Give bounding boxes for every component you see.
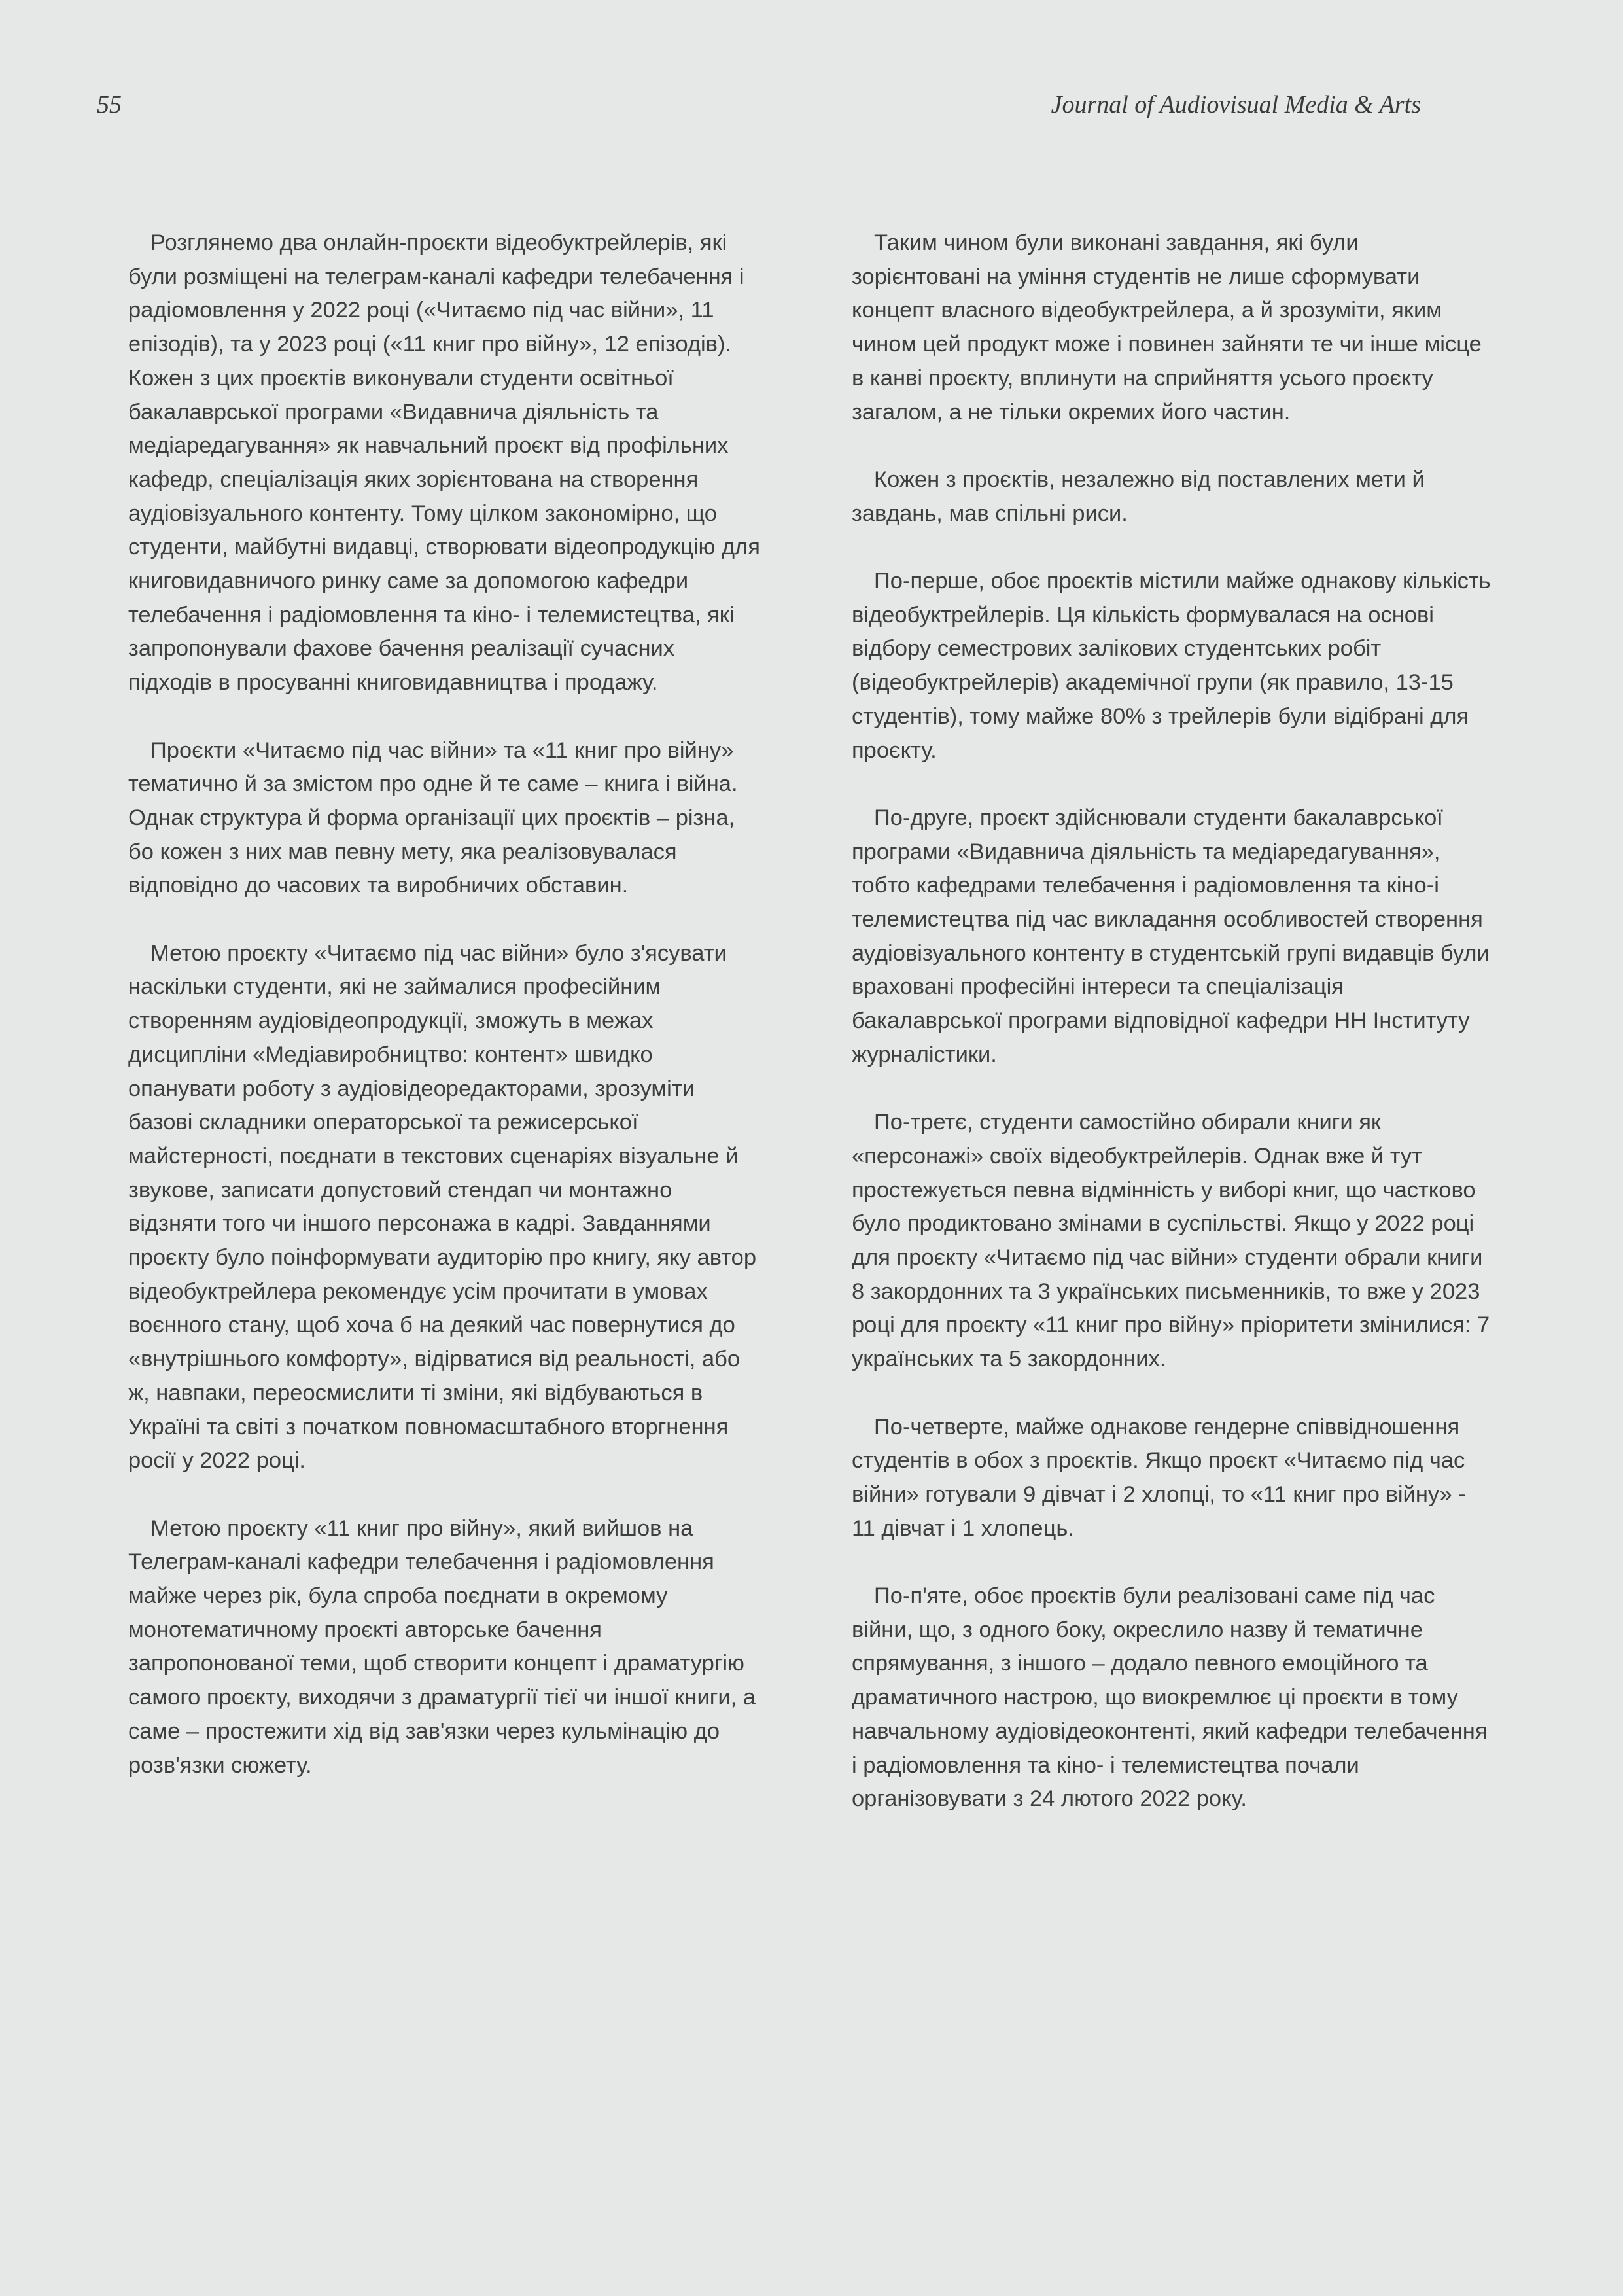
body-paragraph: Проєкти «Читаємо під час війни» та «11 книг про війну» тематично й за змістом про одне й те саме – книга і війна. Однак структура й форма організації цих проєктів – різна, бо кожен з них мав певну мету, яка реалізовувалася відповідно до часових та виробничих обставин.: [128, 737, 738, 898]
body-paragraph: По-п'яте, обоє проєктів були реалізовані саме під час війни, що, з одного боку, окреслило назву й тематичне спрямування, з іншого – додало певного емоційного та драматичного настрою, що виокремлює ці проєкти в тому навчальному аудіовідеоконтенті, який кафедри телебачення і радіомовлення та кіно- і телемистецтва почали організовувати з 24 лютого 2022 року.: [852, 1583, 1488, 1812]
body-paragraph: По-четверте, майже однакове гендерне співвідношення студентів в обох з проєктів. Якщо проєкт «Читаємо під час війни» готували 9 дівчат і 2 хлопці, то «11 книг про війну» - 11 дівчат і 1 хлопець.: [852, 1414, 1466, 1541]
running-header: [97, 90, 1421, 130]
left-column: [128, 226, 764, 1782]
body-paragraph: Таким чином були виконані завдання, які були зорієнтовані на уміння студентів не лише сформувати концепт власного відеобуктрейлера, а й зрозуміти, яким чином цей продукт може і повинен зайняти те чи інше місце в канві проєкту, вплинути на сприйняття усього проєкту загалом, а не тільки окремих його частин.: [852, 230, 1482, 425]
body-paragraph: По-друге, проєкт здійснювали студенти бакалаврської програми «Видавнича діяльність та медіаредагування», тобто кафедрами телебачення і радіомовлення та кіно-і телемистецтва під час викладання особливостей створення аудіовізуального контенту в студентській групі видавців були враховані професійні інтереси та спеціалізація бакалаврської програми відповідної кафедри НН Інституту журналістики.: [852, 805, 1490, 1067]
body-paragraph: Кожен з проєктів, незалежно від поставлених мети й завдань, мав спільні риси.: [852, 467, 1425, 526]
journal-title: Journal of Audiovisual Media & Arts: [1051, 91, 1421, 118]
body-paragraph: Розглянемо два онлайн-проєкти відеобуктрейлерів, які були розміщені на телеграм-каналі кафедри телебачення і радіомовлення у 2022 році («Читаємо під час війни», 11 епізодів), та у 2023 році («11 книг про війну», 12 епізодів). Кожен з цих проєктів виконували студенти освітньої бакалаврської програми «Видавнича діяльність та медіаредагування» як навчальний проєкт від профільних кафедр, спеціалізація яких зорієнтована на створення аудіовізуального контенту. Тому цілком закономірно, що студенти, майбутні видавці, створювати відеопродукцію для книговидавничого ринку саме за допомогою кафедри телебачення і радіомовлення та кіно- і телемистецтва, які запропонували фахове бачення реалізації сучасних підходів в просуванні книговидавництва і продажу.: [128, 230, 760, 696]
body-paragraph: Метою проєкту «11 книг про війну», який вийшов на Телеграм-каналі кафедри телебачення і радіомовлення майже через рік, була спроба поєднати в окремому монотематичному проєкті авторське бачення запропонованої теми, щоб створити концепт і драматургію самого проєкту, виходячи з драматургії тієї чи іншої книги, а саме – простежити хід від зав'язки через кульмінацію до розв'язки сюжету.: [128, 1515, 756, 1778]
right-column: [852, 226, 1493, 1816]
body-paragraph: По-перше, обоє проєктів містили майже однакову кількість відеобуктрейлерів. Ця кількість формувалася на основі відбору семестрових залікових студентських робіт (відеобуктрейлерів) академічної групи (як правило, 13-15 студентів), тому майже 80% з трейлерів були відібрані для проєкту.: [852, 569, 1491, 763]
page-number: 55: [97, 91, 122, 118]
body-paragraph: По-третє, студенти самостійно обирали книги як «персонажі» своїх відеобуктрейлерів. Однак вже й тут простежується певна відмінність у виборі книг, що частково було продиктовано змінами в суспільстві. Якщо у 2022 році для проєкту «Читаємо під час війни» студенти обрали книги 8 закордонних та 3 українських письменників, то вже у 2023 році для проєкту «11 книг про війну» пріоритети змінилися: 7 українських та 5 закордонних.: [852, 1110, 1490, 1372]
body-paragraph: Метою проєкту «Читаємо під час війни» було з'ясувати наскільки студенти, які не займалися професійним створенням аудіовідеопродукції, зможуть в межах дисципліни «Медіавиробництво: контент» швидко опанувати роботу з аудіовідеоредакторами, зрозуміти базові складники операторської та режисерської майстерності, поєднати в текстових сценаріях візуальне й звукове, записати допустовий стендап чи монтажно відзняти того чи іншого персонажа в кадрі. Завданнями проєкту було поінформувати аудиторію про книгу, яку автор відеобуктрейлера рекомендує усім прочитати в умовах воєнного стану, щоб хоча б на деякий час повернутися до «внутрішнього комфорту», відірватися від реальності, або ж, навпаки, переосмислити ті зміни, які відбуваються в Україні та світі з початком повномасштабного вторгнення росії у 2022 році.: [128, 940, 757, 1474]
